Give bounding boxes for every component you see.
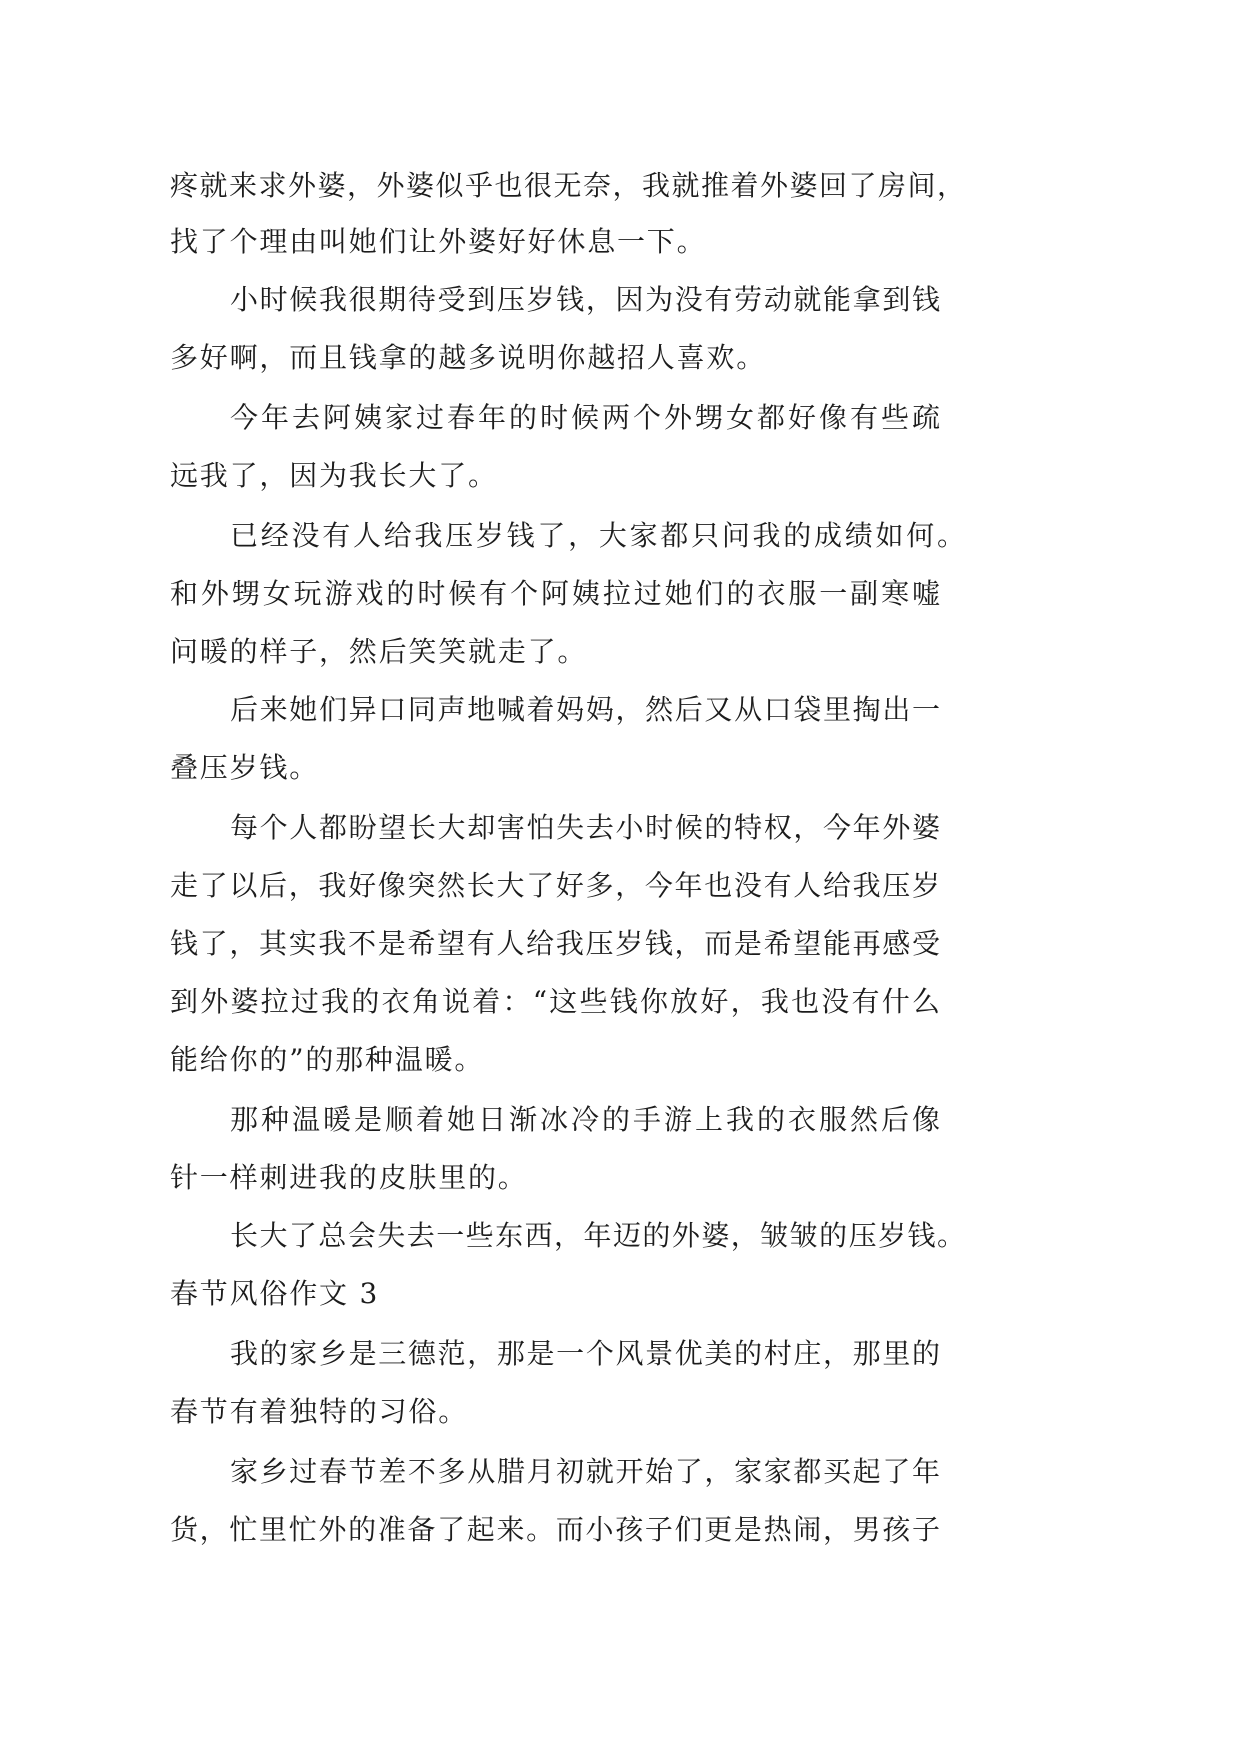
- text-line: 小时候我很期待受到压岁钱，因为没有劳动就能拿到钱: [230, 283, 940, 316]
- text-line: 多好啊，而且钱拿的越多说明你越招人喜欢。: [170, 341, 767, 374]
- text-line: 疼就来求外婆，外婆似乎也很无奈，我就推着外婆回了房间，: [170, 169, 965, 202]
- text-line: 找了个理由叫她们让外婆好好休息一下。: [170, 225, 707, 258]
- section-heading: 春节风俗作文 3: [170, 1277, 380, 1310]
- text-line: 问暖的样子，然后笑笑就走了。: [170, 635, 588, 668]
- text-line: 那种温暖是顺着她日渐冰冷的手游上我的衣服然后像: [230, 1103, 940, 1136]
- text-line: 走了以后，我好像突然长大了好多，今年也没有人给我压岁: [170, 869, 940, 902]
- text-line: 已经没有人给我压岁钱了，大家都只问我的成绩如何。: [230, 519, 965, 552]
- text-line: 能给你的”的那种温暖。: [170, 1043, 485, 1076]
- text-line: 家乡过春节差不多从腊月初就开始了，家家都买起了年: [230, 1455, 940, 1488]
- text-line: 货，忙里忙外的准备了起来。而小孩子们更是热闹，男孩子: [170, 1513, 940, 1546]
- text-line: 和外甥女玩游戏的时候有个阿姨拉过她们的衣服一副寒嘘: [170, 577, 940, 610]
- text-line: 我的家乡是三德范，那是一个风景优美的村庄，那里的: [230, 1337, 940, 1370]
- text-line: 每个人都盼望长大却害怕失去小时候的特权，今年外婆: [230, 811, 940, 844]
- text-line: 春节有着独特的习俗。: [170, 1395, 469, 1428]
- text-line: 后来她们异口同声地喊着妈妈，然后又从口袋里掏出一: [230, 693, 940, 726]
- text-line: 叠压岁钱。: [170, 751, 320, 784]
- text-line: 今年去阿姨家过春年的时候两个外甥女都好像有些疏: [230, 401, 940, 434]
- text-line: 到外婆拉过我的衣角说着：“这些钱你放好，我也没有什么: [170, 985, 940, 1018]
- text-line: 钱了，其实我不是希望有人给我压岁钱，而是希望能再感受: [170, 927, 940, 960]
- text-line: 针一样刺进我的皮肤里的。: [170, 1161, 528, 1194]
- text-line: 远我了，因为我长大了。: [170, 459, 498, 492]
- text-line: 长大了总会失去一些东西，年迈的外婆，皱皱的压岁钱。: [230, 1219, 965, 1252]
